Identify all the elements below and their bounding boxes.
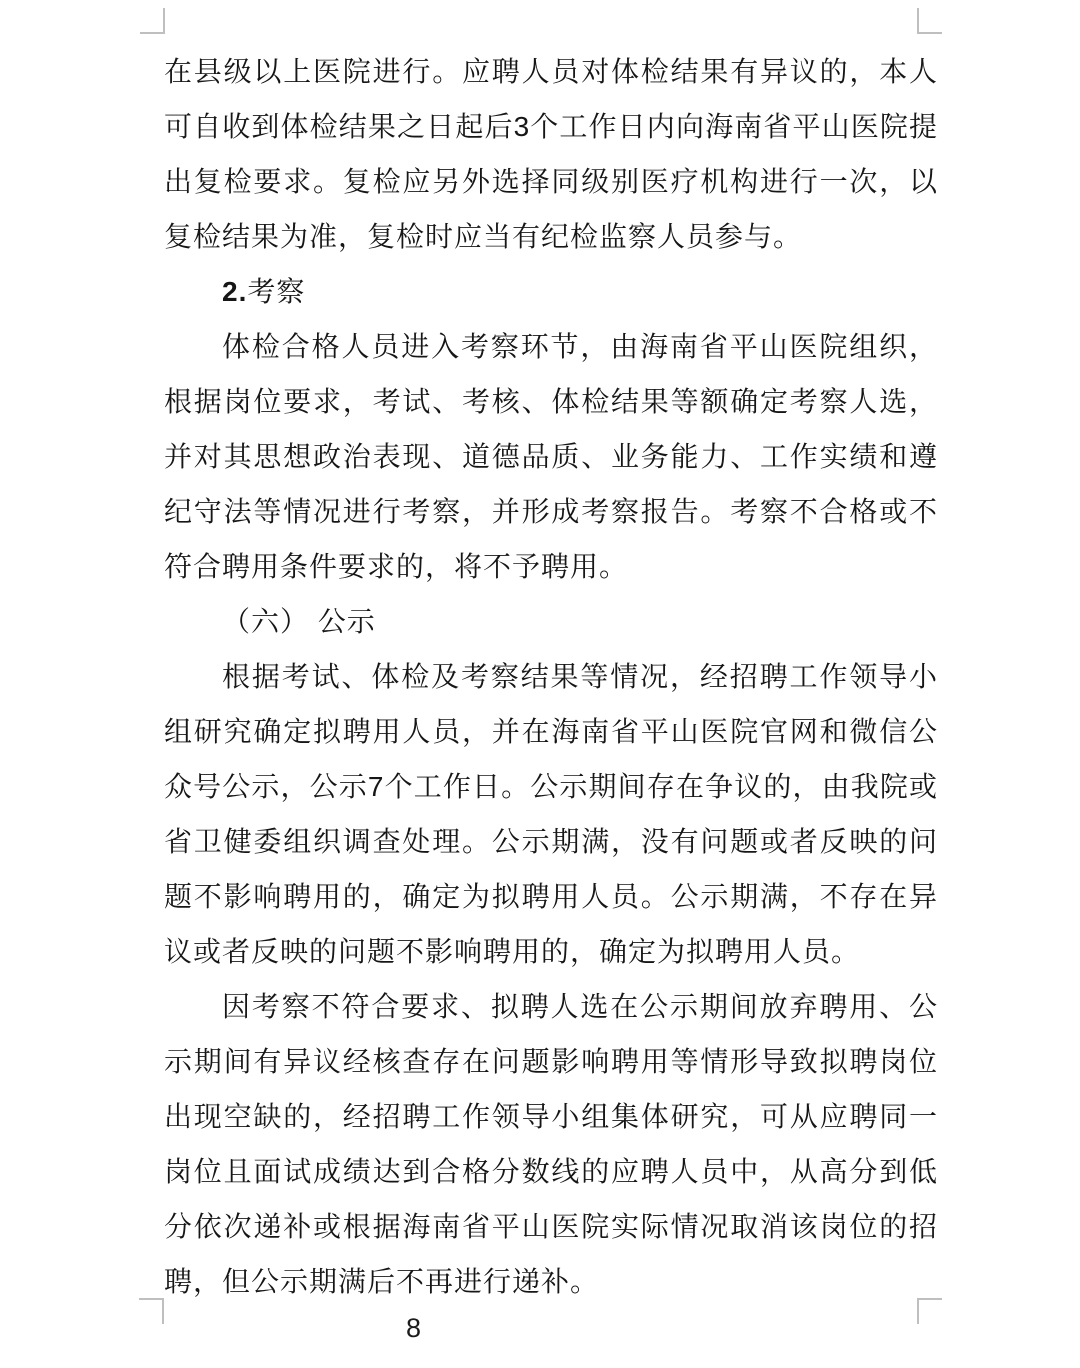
heading-number: 2.: [222, 276, 248, 307]
heading-text: 考察: [247, 276, 306, 307]
page-body-text: [164, 44, 938, 1309]
margin-corner-mark-top-right: [917, 8, 942, 34]
margin-corner-mark-top-left: [140, 8, 165, 34]
page-number: 8: [405, 1313, 422, 1343]
paragraph-inspection-process: 体检合格人员进入考察环节，由海南省平山医院组织，根据岗位要求，考试、考核、体检结果等额确定考察人选，并对其思想政治表现、道德品质、业务能力、工作实绩和遵纪守法等情况进行考察，并形成考察报告。考察不合格或不符合聘用条件要求的，将不予聘用。: [164, 331, 938, 582]
paragraph-vacancy-replacement: 因考察不符合要求、拟聘人选在公示期间放弃聘用、公示期间有异议经核查存在问题影响聘用等情形导致拟聘岗位出现空缺的，经招聘工作领导小组集体研究，可从应聘同一岗位且面试成绩达到合格分数线的应聘人员中，从高分到低分依次递补或根据海南省平山医院实际情况取消该岗位的招聘，但公示期满后不再进行递补。: [164, 991, 938, 1297]
paragraph-medical-recheck: 在县级以上医院进行。应聘人员对体检结果有异议的，本人可自收到体检结果之日起后3个工作日内向海南省平山医院提出复检要求。复检应另外选择同级别医疗机构进行一次，以复检结果为准，复检时应当有纪检监察人员参与。: [164, 56, 938, 252]
paragraph-announcement-process: 根据考试、体检及考察结果等情况，经招聘工作领导小组研究确定拟聘用人员，并在海南省平山医院官网和微信公众号公示，公示7个工作日。公示期间存在争议的，由我院或省卫健委组织调查处理。公示期满，没有问题或者反映的问题不影响聘用的，确定为拟聘用人员。公示期满，不存在异议或者反映的问题不影响聘用的，确定为拟聘用人员。: [164, 661, 938, 967]
numbered-heading-inspection: [164, 264, 938, 319]
section-heading-public-announcement: （六） 公示: [222, 606, 376, 637]
